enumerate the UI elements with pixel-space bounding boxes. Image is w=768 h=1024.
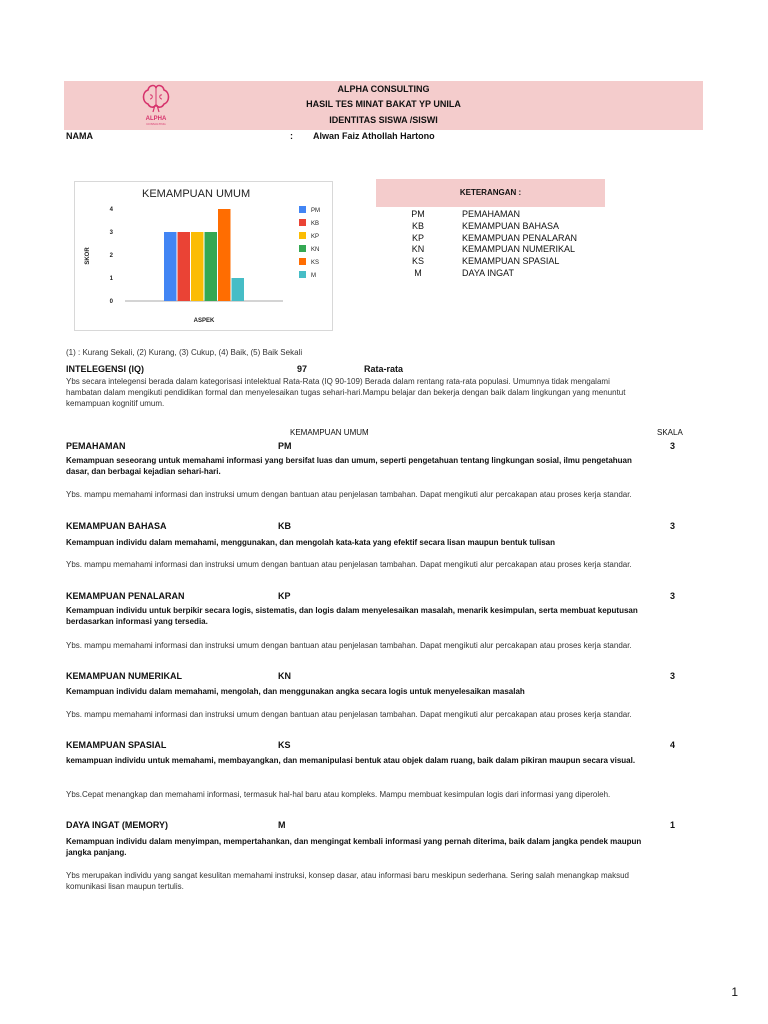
ability-interpretation: Ybs merupakan individu yang sangat kesulitan memahami instruksi, konsep dasar, atau informasi baru meskipun sederhana. Sering salah menangkap maksud komunikasi lisan maupun tertulis. xyxy=(66,871,629,891)
ability-score: 1 xyxy=(670,820,676,830)
bar-kn xyxy=(205,232,218,301)
bar-kb xyxy=(178,232,191,301)
ability-code: KB xyxy=(278,521,291,531)
y-tick-label: 2 xyxy=(109,253,113,259)
keterangan-code: PM xyxy=(411,209,425,219)
name-label: NAMA xyxy=(66,131,93,141)
iq-label: INTELEGENSI (IQ) xyxy=(66,364,145,374)
ability-interpretation: Ybs.Cepat menangkap dan memahami informasi, termasuk hal-hal baru atau kompleks. Mampu membuat kesimpulan logis dari informasi yang diperoleh. xyxy=(66,790,611,799)
ability-score: 3 xyxy=(670,671,676,681)
keterangan-name: KEMAMPUAN SPASIAL xyxy=(462,256,560,266)
x-axis-label: ASPEK xyxy=(193,318,215,324)
ability-definition: Kemampuan individu dalam menyimpan, mempertahankan, dan mengingat kembali informasi yang pernah diterima, baik dalam jangka pendek maupun jangka panjang. xyxy=(66,837,642,857)
section-title: IDENTITAS SISWA /SISWI xyxy=(329,115,438,125)
chart-title: KEMAMPUAN UMUM xyxy=(142,188,251,200)
company-name: ALPHA CONSULTING xyxy=(337,84,430,94)
keterangan-code: KS xyxy=(411,256,424,266)
ability-definition: Kemampuan seseorang untuk memahami informasi yang bersifat luas dan umum, seperti pengetahuan tentang lingkungan sosial, ilmu pengetahuan dasar, dan berbagai kejadian sehari-hari. xyxy=(66,456,632,476)
keterangan-name: KEMAMPUAN NUMERIKAL xyxy=(462,244,576,254)
ability-name: KEMAMPUAN BAHASA xyxy=(66,521,167,531)
ability-definition: Kemampuan individu dalam memahami, menggunakan, dan mengolah kata-kata yang efektif secara lisan maupun bentuk tulisan xyxy=(66,538,556,547)
y-tick-label: 1 xyxy=(109,276,113,282)
y-tick-label: 0 xyxy=(109,299,113,305)
abilities-title: KEMAMPUAN UMUM xyxy=(290,428,369,437)
legend-swatch xyxy=(299,271,306,278)
legend-label: KB xyxy=(311,221,320,227)
legend-label: KP xyxy=(311,234,320,240)
ability-score: 3 xyxy=(670,591,676,601)
name-colon: : xyxy=(290,131,293,141)
test-title: HASIL TES MINAT BAKAT YP UNILA xyxy=(306,99,461,109)
ability-chart xyxy=(74,181,333,331)
bar-ks xyxy=(218,209,231,301)
ability-definition: Kemampuan individu dalam memahami, mengolah, dan menggunakan angka secara logis untuk menyelesaikan masalah xyxy=(66,687,525,696)
scale-legend: (1) : Kurang Sekali, (2) Kurang, (3) Cukup, (4) Baik, (5) Baik Sekali xyxy=(66,348,303,357)
scale-header: SKALA xyxy=(657,428,683,437)
keterangan-name: DAYA INGAT xyxy=(462,268,515,278)
ability-code: KP xyxy=(278,591,291,601)
ability-interpretation: Ybs. mampu memahami informasi dan instruksi umum dengan bantuan atau penjelasan tambahan. Dapat mengikuti alur percakapan atau proses kerja standar. xyxy=(66,490,632,499)
bar-pm xyxy=(164,232,177,301)
ability-code: M xyxy=(278,820,286,830)
ability-name: KEMAMPUAN NUMERIKAL xyxy=(66,671,182,681)
legend-label: KS xyxy=(311,260,320,266)
legend-swatch xyxy=(299,232,306,239)
keterangan-code: KB xyxy=(411,221,424,231)
keterangan-title: KETERANGAN : xyxy=(376,179,605,207)
ability-name: DAYA INGAT (MEMORY) xyxy=(66,820,169,830)
y-tick-label: 4 xyxy=(109,207,113,213)
logo-subtext: CONSULTING xyxy=(146,122,166,126)
keterangan-name: PEMAHAMAN xyxy=(462,209,521,219)
ability-code: KS xyxy=(278,740,291,750)
ability-interpretation: Ybs. mampu memahami informasi dan instruksi umum dengan bantuan atau penjelasan tambahan. Dapat mengikuti alur percakapan atau proses kerja standar. xyxy=(66,710,632,719)
logo-text: ALPHA xyxy=(145,116,167,122)
alpha-logo xyxy=(138,82,174,128)
legend-label: PM xyxy=(311,208,320,214)
legend-label: M xyxy=(311,273,316,279)
iq-description: Ybs secara intelegensi berada dalam kategorisasi intelektual Rata-Rata (IQ 90-109) Berada dalam rentang rata-rata populasi. Umumnya tidak mengalami hambatan dalam mengikuti pendidikan formal dan menyelesaikan tugas sehari-hari.Mampu belajar dan bekerja dengan baik dalam lingkungan yang menuntut kemampuan kognitif umum. xyxy=(66,377,626,408)
keterangan-code: M xyxy=(414,268,422,278)
ability-name: KEMAMPUAN SPASIAL xyxy=(66,740,167,750)
legend-label: KN xyxy=(311,247,320,253)
keterangan-name: KEMAMPUAN BAHASA xyxy=(462,221,560,231)
bar-m xyxy=(232,278,245,301)
legend-swatch xyxy=(299,206,306,213)
y-axis-label: SKOR xyxy=(85,247,91,265)
ability-score: 4 xyxy=(670,740,676,750)
y-tick-label: 3 xyxy=(109,230,113,236)
bar-kp xyxy=(191,232,204,301)
page-number: 1 xyxy=(731,985,738,999)
legend-swatch xyxy=(299,219,306,226)
ability-score: 3 xyxy=(670,521,676,531)
ability-definition: kemampuan individu untuk memahami, membayangkan, dan memanipulasi bentuk atau objek dalam ruang, baik dalam pikiran maupun secara visual. xyxy=(66,756,636,765)
ability-interpretation: Ybs. mampu memahami informasi dan instruksi umum dengan bantuan atau penjelasan tambahan. Dapat mengikuti alur percakapan atau proses kerja standar. xyxy=(66,560,632,569)
keterangan-code: KN xyxy=(411,244,425,254)
iq-category: Rata-rata xyxy=(364,364,404,374)
ability-chart-svg xyxy=(75,182,332,330)
ability-code: KN xyxy=(278,671,291,681)
legend-swatch xyxy=(299,258,306,265)
ability-code: PM xyxy=(278,441,292,451)
keterangan-name: KEMAMPUAN PENALARAN xyxy=(462,233,578,243)
brain-icon xyxy=(138,82,174,128)
ability-definition: Kemampuan individu untuk berpikir secara logis, sistematis, dan logis dalam menyelesaikan masalah, menarik kesimpulan, serta membuat keputusan berdasarkan informasi yang tersedia. xyxy=(66,606,638,626)
ability-score: 3 xyxy=(670,441,676,451)
keterangan-code: KP xyxy=(411,233,424,243)
ability-interpretation: Ybs. mampu memahami informasi dan instruksi umum dengan bantuan atau penjelasan tambahan. Dapat mengikuti alur percakapan atau proses kerja standar. xyxy=(66,641,632,650)
legend-swatch xyxy=(299,245,306,252)
ability-name: PEMAHAMAN xyxy=(66,441,126,451)
iq-value: 97 xyxy=(297,364,308,374)
ability-name: KEMAMPUAN PENALARAN xyxy=(66,591,185,601)
name-value: Alwan Faiz Athollah Hartono xyxy=(313,131,435,141)
